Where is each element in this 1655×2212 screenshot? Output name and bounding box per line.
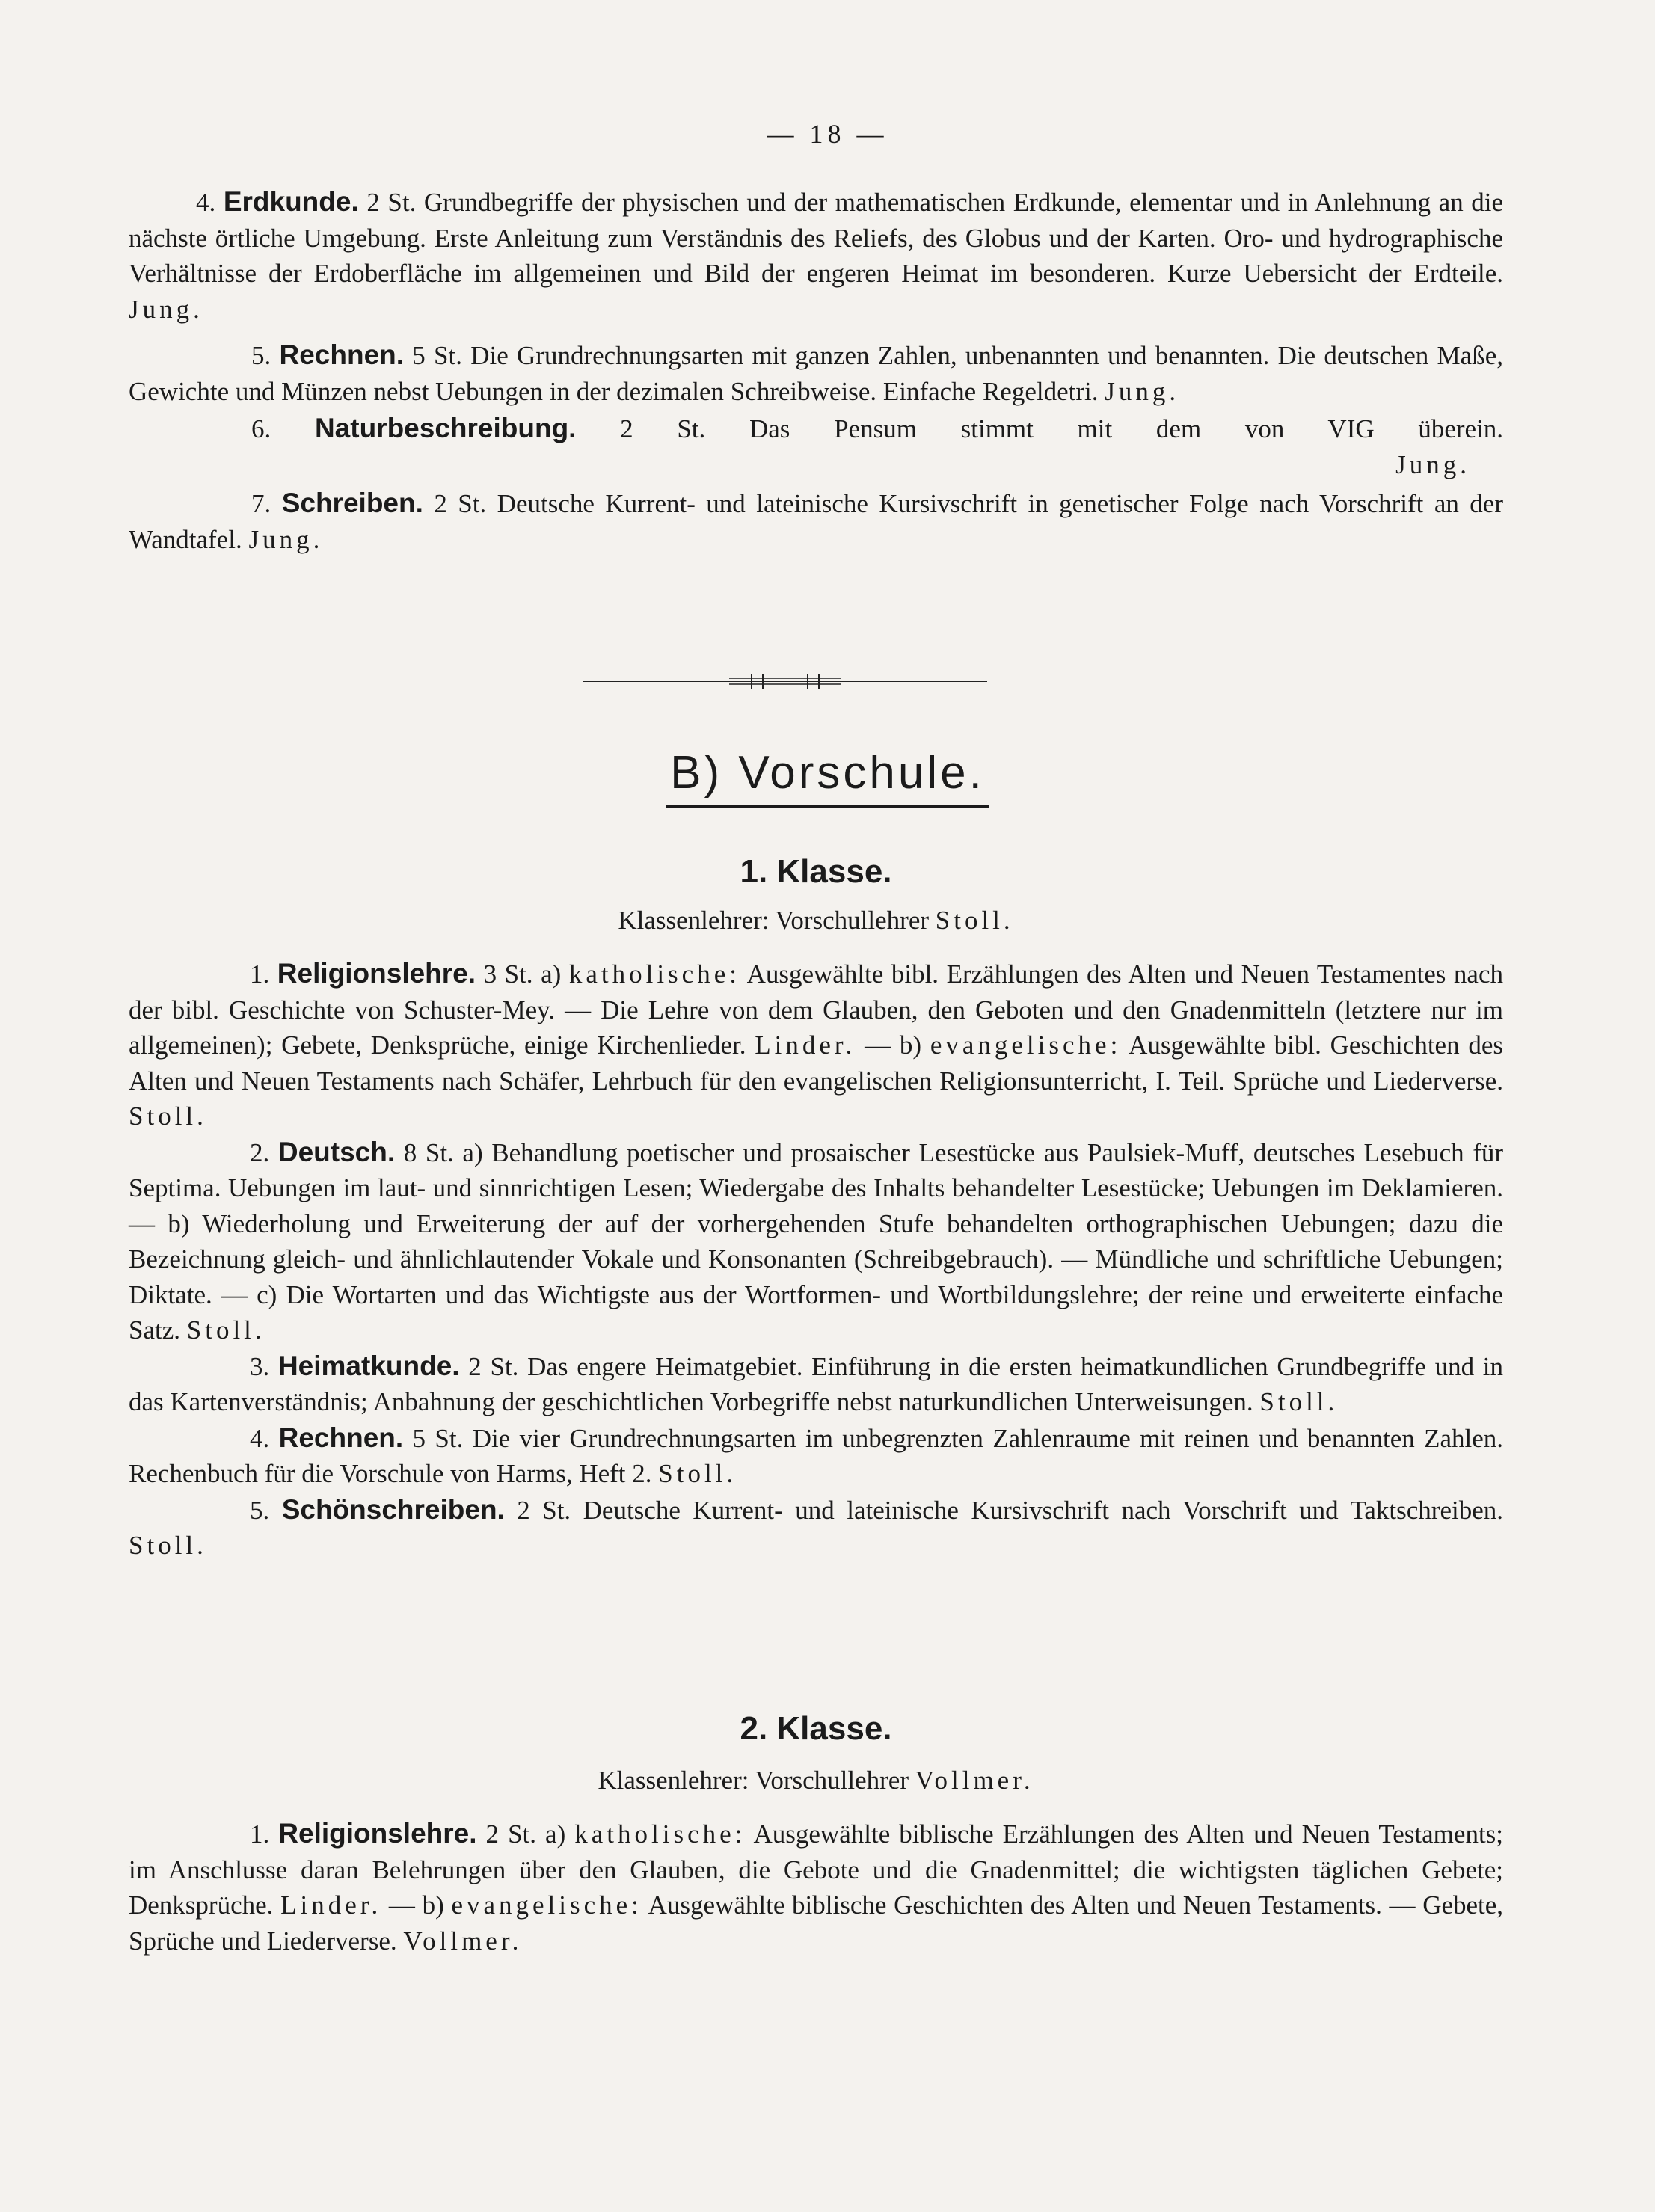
teacher-name-naturbeschreibung: Jung.: [1395, 449, 1470, 479]
teacher-name: Vollmer.: [915, 1766, 1034, 1795]
paragraph-heimatkunde-k1: 3. Heimatkunde. 2 St. Das engere Heimatgebiet. Einführung in die ersten heimatkundlichen Grundbegriffe und in das Kartenverständnis; Anbahnung der geschichtlichen Vorbegriffe nebst naturkundlichen Unterweisungen. Stoll.: [129, 1350, 1504, 1416]
klasse-1-heading: 1. Klasse.: [740, 853, 892, 890]
subject-heading: Deutsch.: [277, 1136, 396, 1167]
klasse-1-section: [129, 850, 1503, 1564]
teacher-name: Stoll.: [129, 1102, 207, 1131]
paragraph-religion-k1: 1. Religionslehre. 3 St. a) katholische: Ausgewählte bibl. Erzählungen des Alten und Neuen Testamentes nach der bibl. Geschichte von Schuster-Mey. — Die Lehre von dem Glauben, den Geboten und den Gnadenmitteln (letztere nur im allgemeinen); Gebete, Denksprüche, einige Kirchenlieder. Linder. — b) evangelische: Ausgewählte bibl. Geschichten des Alten und Neuen Testaments nach Schäfer, Lehrbuch für den evangelischen Religionsunterricht, I. Teil. Sprüche und Liederverse. Stoll.: [129, 958, 1503, 1131]
teacher-name: Stoll.: [658, 1459, 737, 1488]
klasse-2-heading: 2. Klasse.: [740, 1710, 892, 1747]
teacher-name: Jung.: [129, 294, 203, 324]
paragraph-rechnen-k1: 4. Rechnen. 5 St. Die vier Grundrechnungsarten im unbegrenzten Zahlenraume mit reinen und benannten Zahlen. Rechenbuch für die Vorschule von Harms, Heft 2. Stoll.: [129, 1422, 1504, 1488]
teacher-name: Stoll.: [186, 1315, 265, 1345]
subject-heading: Rechnen.: [278, 1422, 404, 1453]
klasse-2-section: [129, 1706, 1503, 1958]
teacher-name: Stoll.: [1259, 1387, 1339, 1416]
section-title: B) Vorschule.: [0, 746, 1655, 808]
paragraph-naturbeschreibung: 6. Naturbeschreibung. 2 St. Das Pensum stimmt mit dem von VIG überein.: [251, 413, 1504, 443]
ornamental-divider-icon: [583, 670, 987, 692]
teacher-name: Vollmer.: [403, 1926, 523, 1956]
subject-heading: Rechnen.: [279, 340, 405, 370]
paragraph-schoenschreiben-k1: 5. Schönschreiben. 2 St. Deutsche Kurrent- und lateinische Kursivschrift nach Vorschrift und Taktschreiben. Stoll.: [129, 1493, 1503, 1560]
klassenlehrer-1: Klassenlehrer: Vorschullehrer Stoll.: [618, 906, 1014, 935]
paragraph-rechnen-a: 5. Rechnen. 5 St. Die Grundrechnungsarten mit ganzen Zahlen, unbenannten und benannten. Die deutschen Maße, Gewichte und Münzen nebst Uebungen in der dezimalen Schreibweise. Einfache Regeldetri. Jung.: [129, 340, 1503, 406]
subject-heading: Religionslehre.: [278, 1818, 477, 1849]
klassenlehrer-2: Klassenlehrer: Vorschullehrer Vollmer.: [598, 1766, 1034, 1795]
subject-heading: Heimatkunde.: [277, 1350, 460, 1381]
paragraph-deutsch-k1: 2. Deutsch. 8 St. a) Behandlung poetischer und prosaischer Lesestücke aus Paulsiek-Muff, deutsches Lesebuch für Septima. Uebungen im laut- und sinnrichtigen Lesen; Wiedergabe des Inhalts behandelter Lesestücke; Uebungen im Deklamieren. — b) Wiederholung und Erweiterung der auf der vorhergehenden Stufe behandelten orthographischen Uebungen; dazu die Bezeichnung gleich- und ähnlichlautender Vokale und Konsonanten (Schreibgebrauch). — Mündliche und schriftliche Uebungen; Diktate. — c) Die Wortarten und das Wichtigste aus der Wortformen- und Wortbildungslehre; der reine und erweiterte einfache Satz. Stoll.: [129, 1136, 1504, 1345]
teacher-name: Jung.: [1105, 376, 1180, 406]
paragraph-erdkunde: 4. Erdkunde. 2 St. Grundbegriffe der physischen und der mathematischen Erdkunde, elementar und in Anlehnung an die nächste örtliche Umgebung. Erste Anleitung zum Verständnis des Reliefs, des Globus und der Karten. Oro- und hydrographische Verhältnisse der Erdoberfläche im allgemeinen und Bild der engeren Heimat im besonderen. Kurze Uebersicht der Erdteile. Jung.: [129, 186, 1504, 324]
paragraph-schreiben: 7. Schreiben. 2 St. Deutsche Kurrent- und lateinische Kursivschrift in genetischer Folge nach Vorschrift an der Wandtafel. Jung.: [129, 488, 1503, 554]
teacher-name: Linder.: [280, 1890, 382, 1920]
page-number: — 18 —: [767, 119, 888, 149]
teacher-name: Stoll.: [935, 906, 1014, 935]
section-a-continuation: [129, 184, 1503, 557]
paragraph-religion-k2: 1. Religionslehre. 2 St. a) katholische: Ausgewählte biblische Erzählungen des Alten und Neuen Testaments; im Anschlusse daran Belehrungen über den Glauben, die Gebote und die Gnadenmittel; die wichtigsten täglichen Gebete; Denksprüche. Linder. — b) evangelische: Ausgewählte biblische Geschichten des Alten und Neuen Testaments. — Gebete, Sprüche und Liederverse. Vollmer.: [129, 1818, 1504, 1956]
subject-heading: Schreiben.: [281, 488, 423, 518]
subject-heading: Schönschreiben.: [281, 1493, 505, 1525]
subject-heading: Naturbeschreibung.: [314, 413, 577, 443]
teacher-name: Stoll.: [129, 1531, 207, 1560]
subject-heading: Religionslehre.: [277, 958, 476, 989]
subject-heading: Erdkunde.: [223, 186, 359, 217]
teacher-name: Linder.: [755, 1030, 856, 1060]
teacher-name: Jung.: [248, 524, 324, 554]
